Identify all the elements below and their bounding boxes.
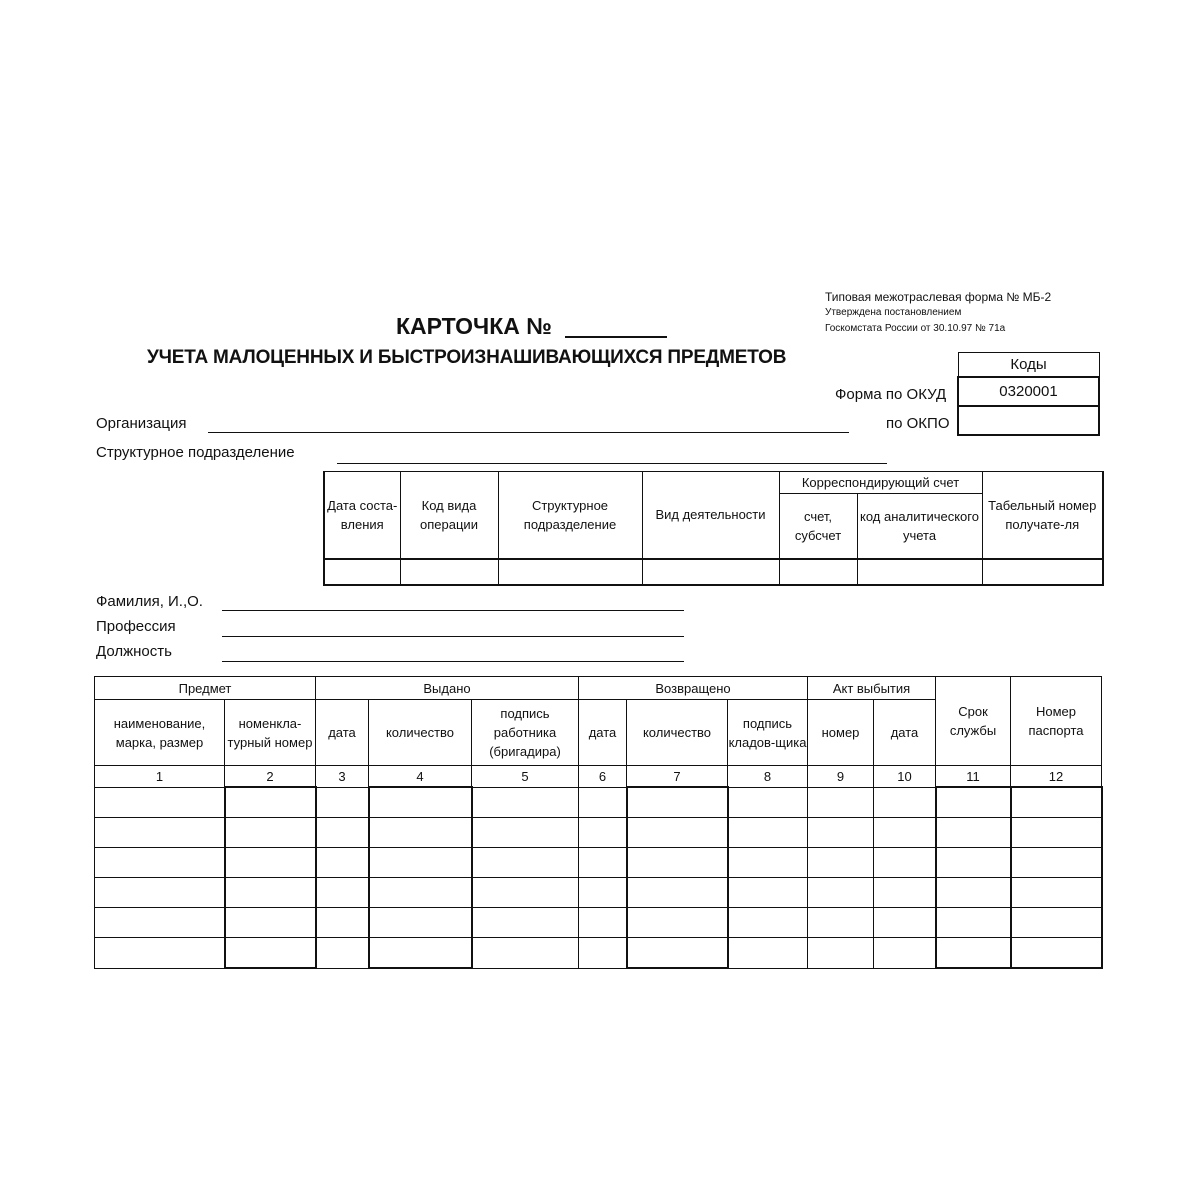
cell-returned-qty[interactable] xyxy=(627,818,728,848)
column-number: 1 xyxy=(95,766,225,788)
column-number: 7 xyxy=(627,766,728,788)
cell-name[interactable] xyxy=(95,787,225,818)
cell-returned-date[interactable] xyxy=(579,938,627,969)
col-service-life: Срок службы xyxy=(936,677,1011,766)
cell-service-life[interactable] xyxy=(936,938,1011,969)
cell-nomenclature[interactable] xyxy=(225,878,316,908)
cell-returned-qty[interactable] xyxy=(627,908,728,938)
cell-returned-sign[interactable] xyxy=(728,878,808,908)
cell-act-date[interactable] xyxy=(874,878,936,908)
cell-name[interactable] xyxy=(95,938,225,969)
form-type-line: Типовая межотраслевая форма № МБ-2 xyxy=(825,290,1052,304)
table-row xyxy=(95,848,1102,878)
col-nomenclature: номенкла-турный номер xyxy=(225,700,316,766)
column-number: 5 xyxy=(472,766,579,788)
cell-issued-sign[interactable] xyxy=(472,818,579,848)
column-number: 10 xyxy=(874,766,936,788)
cell-returned-sign[interactable] xyxy=(728,787,808,818)
column-number: 9 xyxy=(808,766,874,788)
cell-returned-sign[interactable] xyxy=(728,818,808,848)
position-field[interactable] xyxy=(222,661,684,662)
cell-issued-date[interactable] xyxy=(316,848,369,878)
cell-name[interactable] xyxy=(95,908,225,938)
input-activity[interactable] xyxy=(642,559,779,585)
column-number: 11 xyxy=(936,766,1011,788)
cell-issued-sign[interactable] xyxy=(472,787,579,818)
col-returned-sign: подпись кладов-щика xyxy=(728,700,808,766)
col-issued-qty: количество xyxy=(369,700,472,766)
cell-returned-date[interactable] xyxy=(579,878,627,908)
table-row xyxy=(95,818,1102,848)
cell-name[interactable] xyxy=(95,818,225,848)
organization-field[interactable] xyxy=(208,432,849,433)
cell-act-number[interactable] xyxy=(808,818,874,848)
col-issued-date: дата xyxy=(316,700,369,766)
profession-label: Профессия xyxy=(96,618,176,635)
cell-passport-number[interactable] xyxy=(1011,938,1102,969)
cell-passport-number[interactable] xyxy=(1011,848,1102,878)
col-passport-number: Номер паспорта xyxy=(1011,677,1102,766)
col-returned-date: дата xyxy=(579,700,627,766)
header-info-table xyxy=(323,471,1104,586)
cell-service-life[interactable] xyxy=(936,878,1011,908)
organization-label: Организация xyxy=(96,415,187,432)
cell-nomenclature[interactable] xyxy=(225,787,316,818)
cell-issued-date[interactable] xyxy=(316,787,369,818)
codes-table xyxy=(957,352,1100,436)
okpo-label: по ОКПО xyxy=(886,415,950,432)
input-department[interactable] xyxy=(498,559,642,585)
cell-act-number[interactable] xyxy=(808,908,874,938)
group-item: Предмет xyxy=(95,677,316,700)
header-analytic-code: код аналитического учета xyxy=(857,494,982,559)
department-field[interactable] xyxy=(337,463,887,464)
cell-issued-qty[interactable] xyxy=(369,938,472,969)
column-number: 3 xyxy=(316,766,369,788)
cell-issued-sign[interactable] xyxy=(472,938,579,969)
cell-service-life[interactable] xyxy=(936,908,1011,938)
group-issued: Выдано xyxy=(316,677,579,700)
table-row xyxy=(95,908,1102,938)
form-approval-note xyxy=(825,289,1051,337)
cell-name[interactable] xyxy=(95,878,225,908)
department-label: Структурное подразделение xyxy=(96,444,295,461)
cell-nomenclature[interactable] xyxy=(225,818,316,848)
col-act-date: дата xyxy=(874,700,936,766)
cell-passport-number[interactable] xyxy=(1011,878,1102,908)
cell-issued-qty[interactable] xyxy=(369,848,472,878)
column-number: 2 xyxy=(225,766,316,788)
cell-returned-qty[interactable] xyxy=(627,938,728,969)
header-department: Структурное подразделение xyxy=(498,472,642,559)
cell-issued-date[interactable] xyxy=(316,938,369,969)
input-date[interactable] xyxy=(324,559,400,585)
header-op-code: Код вида операции xyxy=(400,472,498,559)
table-row xyxy=(95,938,1102,969)
form-decree-line: Госкомстата России от 30.10.97 № 71а xyxy=(825,323,1006,334)
cell-returned-date[interactable] xyxy=(579,848,627,878)
table-row xyxy=(95,878,1102,908)
cell-returned-sign[interactable] xyxy=(728,938,808,969)
group-returned: Возвращено xyxy=(579,677,808,700)
okud-label: Форма по ОКУД xyxy=(835,386,947,403)
cell-act-date[interactable] xyxy=(874,848,936,878)
cell-passport-number[interactable] xyxy=(1011,908,1102,938)
column-number: 12 xyxy=(1011,766,1102,788)
position-label: Должность xyxy=(96,643,172,660)
header-date: Дата соста-вления xyxy=(324,472,400,559)
column-number: 4 xyxy=(369,766,472,788)
cell-returned-sign[interactable] xyxy=(728,908,808,938)
cell-act-number[interactable] xyxy=(808,848,874,878)
full-name-label: Фамилия, И.,О. xyxy=(96,593,203,610)
input-analytic-code[interactable] xyxy=(857,559,982,585)
items-table xyxy=(94,676,1103,969)
form-approved-line: Утверждена постановлением xyxy=(825,307,962,318)
cell-act-number[interactable] xyxy=(808,938,874,969)
cell-act-date[interactable] xyxy=(874,908,936,938)
full-name-field[interactable] xyxy=(222,610,684,611)
cell-service-life[interactable] xyxy=(936,787,1011,818)
cell-passport-number[interactable] xyxy=(1011,818,1102,848)
cell-issued-date[interactable] xyxy=(316,908,369,938)
table-row xyxy=(95,787,1102,818)
cell-act-date[interactable] xyxy=(874,818,936,848)
cell-issued-qty[interactable] xyxy=(369,878,472,908)
column-number: 6 xyxy=(579,766,627,788)
col-act-number: номер xyxy=(808,700,874,766)
cell-nomenclature[interactable] xyxy=(225,848,316,878)
cell-returned-qty[interactable] xyxy=(627,878,728,908)
cell-act-date[interactable] xyxy=(874,787,936,818)
cell-issued-sign[interactable] xyxy=(472,878,579,908)
cell-act-number[interactable] xyxy=(808,878,874,908)
codes-header: Коды xyxy=(958,353,1099,378)
cell-service-life[interactable] xyxy=(936,848,1011,878)
cell-returned-date[interactable] xyxy=(579,908,627,938)
cell-issued-date[interactable] xyxy=(316,818,369,848)
card-number-field[interactable] xyxy=(565,336,667,338)
col-name: наименование, марка, размер xyxy=(95,700,225,766)
cell-issued-sign[interactable] xyxy=(472,908,579,938)
cell-issued-qty[interactable] xyxy=(369,818,472,848)
okud-code-cell[interactable]: 0320001 xyxy=(958,377,1099,406)
input-account[interactable] xyxy=(779,559,857,585)
cell-act-number[interactable] xyxy=(808,787,874,818)
cell-returned-qty[interactable] xyxy=(627,848,728,878)
cell-issued-date[interactable] xyxy=(316,878,369,908)
header-tab-number: Табельный номер получате-ля xyxy=(982,472,1103,559)
okpo-code-cell[interactable] xyxy=(958,406,1099,435)
col-returned-qty: количество xyxy=(627,700,728,766)
group-writeoff: Акт выбытия xyxy=(808,677,936,700)
cell-service-life[interactable] xyxy=(936,818,1011,848)
cell-passport-number[interactable] xyxy=(1011,787,1102,818)
column-number: 8 xyxy=(728,766,808,788)
cell-issued-qty[interactable] xyxy=(369,787,472,818)
header-activity: Вид деятельности xyxy=(642,472,779,559)
cell-act-date[interactable] xyxy=(874,938,936,969)
cell-returned-qty[interactable] xyxy=(627,787,728,818)
input-tab-number[interactable] xyxy=(982,559,1103,585)
cell-issued-qty[interactable] xyxy=(369,908,472,938)
page-subtitle: УЧЕТА МАЛОЦЕННЫХ И БЫСТРОИЗНАШИВАЮЩИХСЯ ПРЕДМЕТОВ xyxy=(147,347,787,368)
cell-issued-sign[interactable] xyxy=(472,848,579,878)
cell-returned-date[interactable] xyxy=(579,787,627,818)
col-issued-sign: подпись работника (бригадира) xyxy=(472,700,579,766)
input-op-code[interactable] xyxy=(400,559,498,585)
header-corr-account: Корреспондирующий счет xyxy=(779,472,982,494)
cell-nomenclature[interactable] xyxy=(225,908,316,938)
cell-name[interactable] xyxy=(95,848,225,878)
page-title: КАРТОЧКА № xyxy=(396,313,552,339)
cell-returned-date[interactable] xyxy=(579,818,627,848)
cell-nomenclature[interactable] xyxy=(225,938,316,969)
profession-field[interactable] xyxy=(222,636,684,637)
cell-returned-sign[interactable] xyxy=(728,848,808,878)
header-account: счет, субсчет xyxy=(779,494,857,559)
